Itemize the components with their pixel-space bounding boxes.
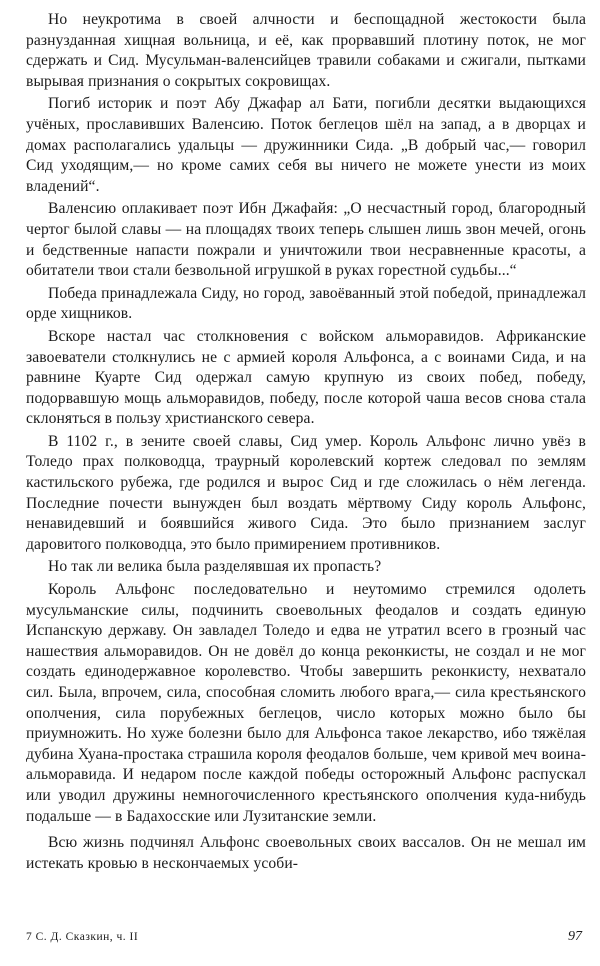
paragraph-victory: Победа принадлежала Сиду, но город, завоёванный этой победой, принадлежал орде хищников. [26, 284, 586, 323]
paragraph-almoravid-clash: Вскоре настал час столкновения с войском альморавидов. Африканские завоеватели столкнулись не с армией короля Альфонса, а с воинами Сида, и на равнине Куарте Сид одержал самую крупную из своих побед, победу, подорвавшую мощь альморавидов, победу, после которой чаша весов снова стала склоняться в пользу христианского севера. [26, 327, 586, 428]
paragraph-king-alfonso: Король Альфонс последовательно и неутомимо стремился одолеть мусульманские силы, подчинить своевольных феодалов и создать единую Испанскую державу. Он завладел Толедо и едва не утратил всего в грозный час нашествия альморавидов. Он не довёл до конца реконкисты, не создал и не мог создать единодержавное королевство. Чтобы завершить реконкисту, нехватало сил. Была, впрочем, сила, способная сломить любого врага,— сила крестьянского ополчения, сила порубежных беглецов, число которых можно было бы приумножить. Но хуже болезни было для Альфонса такое лекарство, ибо тяжёлая дубина Хуана-простака страшила короля феодалов больше, чем кривой меч воина-альморавида. И недаром после каждой победы осторожный Альфонс распускал или уводил дружины немногочисленного крестьянского ополчения куда-нибудь подальше — в Бадахосские или Лузитанские земли. [26, 581, 586, 825]
printer-signature: 7 С. Д. Сказкин, ч. II [26, 931, 139, 943]
page-number: 97 [568, 929, 582, 944]
paragraph-scholars-perished: Погиб историк и поэт Абу Джафар ал Бати, погибли десятки выдающихся учёных, прославивших Валенсию. Поток беглецов шёл на запад, а в дворцах и домах располагались удальцы — дружинники Сида. „В добрый час,— говорил Сид уходящим,— но кроме самих себя вы ничего не можете унести из моих владений“. [26, 95, 586, 195]
paragraph-cid-death: В 1102 г., в зените своей славы, Сид умер. Король Альфонс лично увёз в Толедо прах полководца, траурный королевский кортеж следовал по землям кастильского рубежа, где родился и вырос Сид и где сложилась о нём легенда. Последние почести вынужден был воздать мёртвому Сиду король Альфонс, ненавидевший и боявшийся живого Сида. Это было признанием заслуг даровитого полководца, это было примирением противников. [26, 432, 586, 553]
page-body [26, 10, 586, 876]
paragraph-vassals: Всю жизнь подчинял Альфонс своевольных своих вассалов. Он не мешал им истекать кровью в нескончаемых усоби- [26, 834, 586, 872]
paragraph-question: Но так ли велика была разделявшая их пропасть? [48, 558, 382, 576]
paragraph-poet-lament: Валенсию оплакивает поэт Ибн Джафайя: „О несчастный город, благородный чертог былой славы — на площадях твоих теперь слышен лишь звон мечей, огонь и бедственные напасти пожрали и уничтожили твои несравненные красоты, а обитатели твои стали безвольной игрушкой в руках горестной судьбы...“ [26, 200, 586, 280]
paragraph-valencia-plunder: Но неукротима в своей алчности и беспощадной жестокости была разнузданная хищная вольница, и её, как прорвавший плотину поток, не мог сдержать и Сид. Мусульман-валенсийцев травили собаками и сжигали, пытками вырывая признания о сокрытых сокровищах. [26, 11, 586, 90]
page-footer [26, 927, 586, 947]
